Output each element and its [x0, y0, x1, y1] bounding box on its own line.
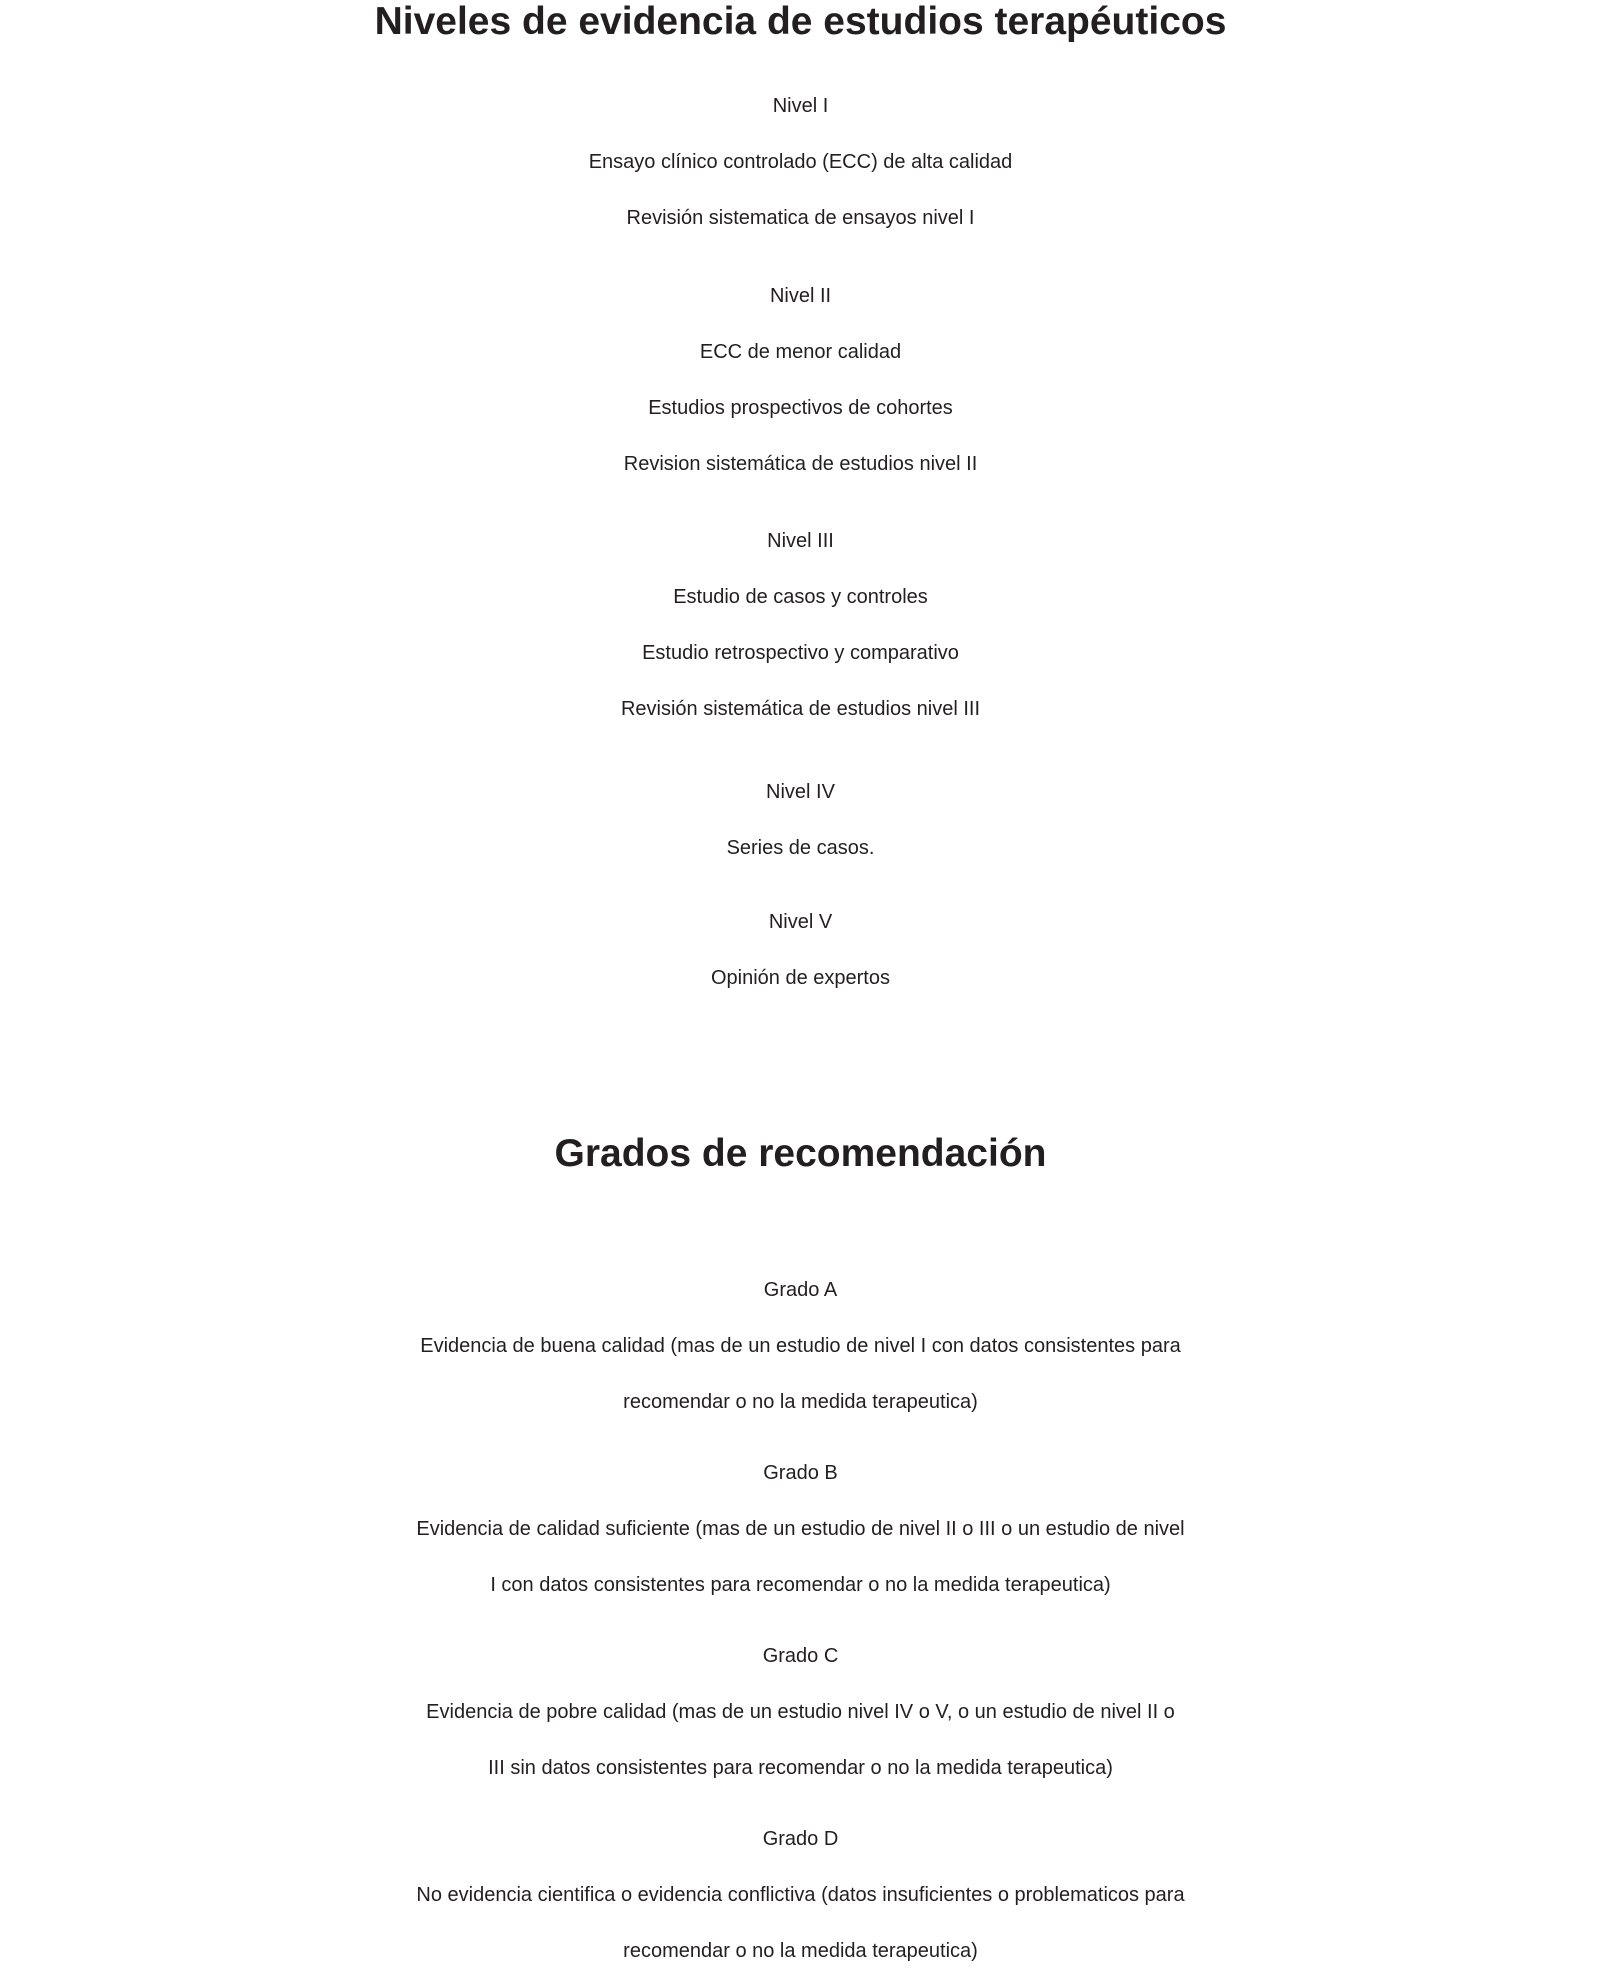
level-2	[0, 268, 1601, 492]
grade-a-line-1: Evidencia de buena calidad (mas de un estudio de nivel I con datos consistentes para	[420, 1335, 1181, 1357]
grade-c-line-2: III sin datos consistentes para recomendar o no la medida terapeutica)	[488, 1757, 1113, 1779]
level-3-line-2: Estudio retrospectivo y comparativo	[642, 642, 959, 664]
grade-c	[0, 1628, 1601, 1796]
level-4	[0, 764, 1601, 876]
level-5-name: Nivel V	[768, 911, 833, 933]
grade-d-line-2: recomendar o no la medida terapeutica)	[623, 1940, 978, 1962]
recommendation-title: Grados de recomendación	[554, 1132, 1047, 1175]
grade-c-name: Grado C	[762, 1645, 839, 1667]
level-1-line-2: Revisión sistematica de ensayos nivel I	[626, 207, 975, 229]
grade-d	[0, 1811, 1601, 1979]
level-3-line-1: Estudio de casos y controles	[673, 586, 928, 608]
level-4-line-1: Series de casos.	[726, 837, 875, 859]
level-3-name: Nivel III	[767, 530, 834, 552]
level-2-line-3: Revision sistemática de estudios nivel II	[623, 453, 978, 475]
grade-c-line-1: Evidencia de pobre calidad (mas de un estudio nivel IV o V, o un estudio de nivel II o	[426, 1701, 1175, 1723]
evidence-title: Niveles de evidencia de estudios terapéuticos	[374, 0, 1227, 43]
grade-b-line-1: Evidencia de calidad suficiente (mas de un estudio de nivel II o III o un estudio de nivel	[416, 1518, 1185, 1540]
level-2-line-2: Estudios prospectivos de cohortes	[648, 397, 953, 419]
grade-b-line-2: I con datos consistentes para recomendar o no la medida terapeutica)	[490, 1574, 1111, 1596]
level-2-name: Nivel II	[769, 285, 832, 307]
level-1-name: Nivel I	[772, 95, 829, 117]
grade-a-line-2: recomendar o no la medida terapeutica)	[623, 1391, 978, 1413]
level-5	[0, 894, 1601, 1006]
grade-b-name: Grado B	[763, 1462, 838, 1484]
level-5-line-1: Opinión de expertos	[710, 967, 890, 989]
grade-a-name: Grado A	[763, 1279, 838, 1301]
level-1	[0, 78, 1601, 246]
grade-d-line-1: No evidencia cientifica o evidencia conflictiva (datos insuficientes o problematicos para	[416, 1884, 1185, 1906]
level-2-line-1: ECC de menor calidad	[699, 341, 902, 363]
grade-d-name: Grado D	[762, 1828, 839, 1850]
level-3	[0, 513, 1601, 737]
level-1-line-1: Ensayo clínico controlado (ECC) de alta calidad	[588, 151, 1013, 173]
grade-a	[0, 1262, 1601, 1430]
level-3-line-3: Revisión sistemática de estudios nivel III	[620, 698, 981, 720]
level-4-name: Nivel IV	[766, 781, 835, 803]
grade-b	[0, 1445, 1601, 1613]
